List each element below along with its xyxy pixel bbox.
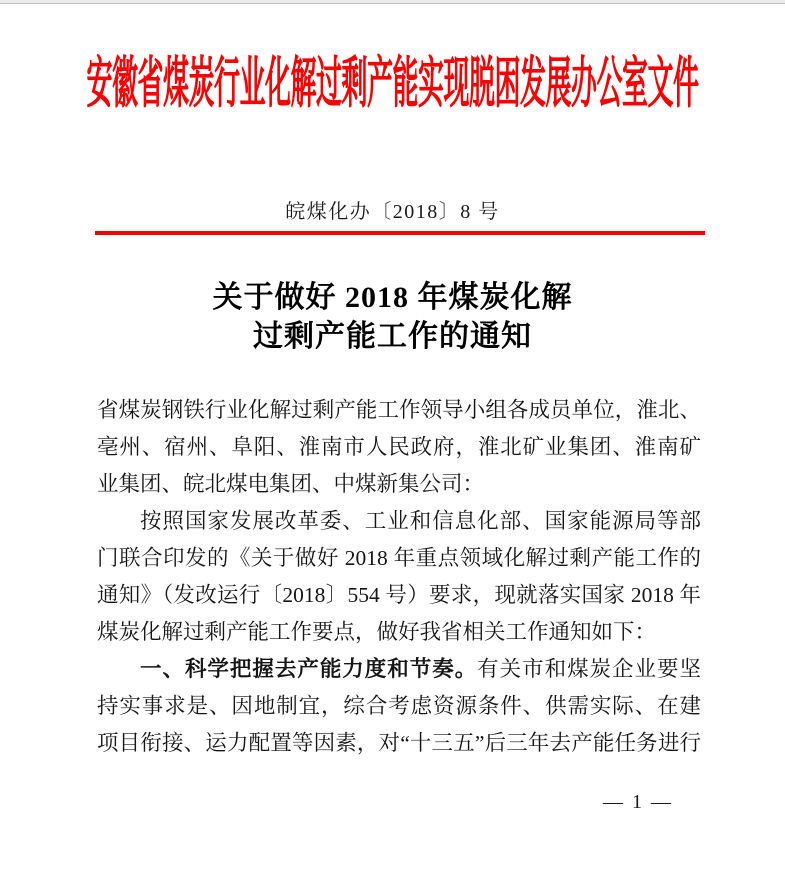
document-title-line1: 关于做好 2018 年煤炭化解 xyxy=(212,281,573,314)
body-line-recipients-1: 省煤炭钢铁行业化解过剩产能工作领导小组各成员单位，淮北、 xyxy=(97,398,701,422)
body-line-section1-3: 项目衔接、运力配置等因素，对“十三五”后三年去产能任务进行 xyxy=(97,731,701,755)
document-title xyxy=(0,278,785,356)
issuing-office-title: 安徽省煤炭行业化解过剩产能实现脱困发展办公室文件 xyxy=(86,52,699,115)
body-line-intro-2: 门联合印发的《关于做好 2018 年重点领域化解过剩产能工作的 xyxy=(97,546,701,570)
document-body xyxy=(97,392,701,762)
body-line-section1-2: 持实事求是、因地制宜，综合考虑资源条件、供需实际、在建 xyxy=(97,694,701,718)
body-line-intro-3: 通知》（发改运行〔2018〕554 号）要求，现就落实国家 2018 年 xyxy=(97,583,701,607)
body-line-intro-1: 按照国家发展改革委、工业和信息化部、国家能源局等部 xyxy=(140,509,701,533)
body-line-recipients-3: 业集团、皖北煤电集团、中煤新集公司： xyxy=(97,472,485,496)
scan-edge-artifact xyxy=(0,0,785,4)
page-number: — 1 — xyxy=(603,791,673,813)
section-1-heading: 一、科学把握去产能力度和节奏。 xyxy=(140,657,478,681)
red-header-banner xyxy=(0,46,785,115)
body-line-section1-1 xyxy=(97,651,701,688)
document-number: 皖煤化办〔2018〕8 号 xyxy=(285,201,500,223)
document-title-line2: 过剩产能工作的通知 xyxy=(253,320,532,353)
body-line-intro-4: 煤炭化解过剩产能工作要点，做好我省相关工作通知如下： xyxy=(97,620,657,644)
body-line-recipients-2: 亳州、宿州、阜阳、淮南市人民政府，淮北矿业集团、淮南矿 xyxy=(97,435,701,459)
section-1-text: 有关市和煤炭企业要坚 xyxy=(477,657,701,681)
red-divider-line xyxy=(95,231,705,235)
